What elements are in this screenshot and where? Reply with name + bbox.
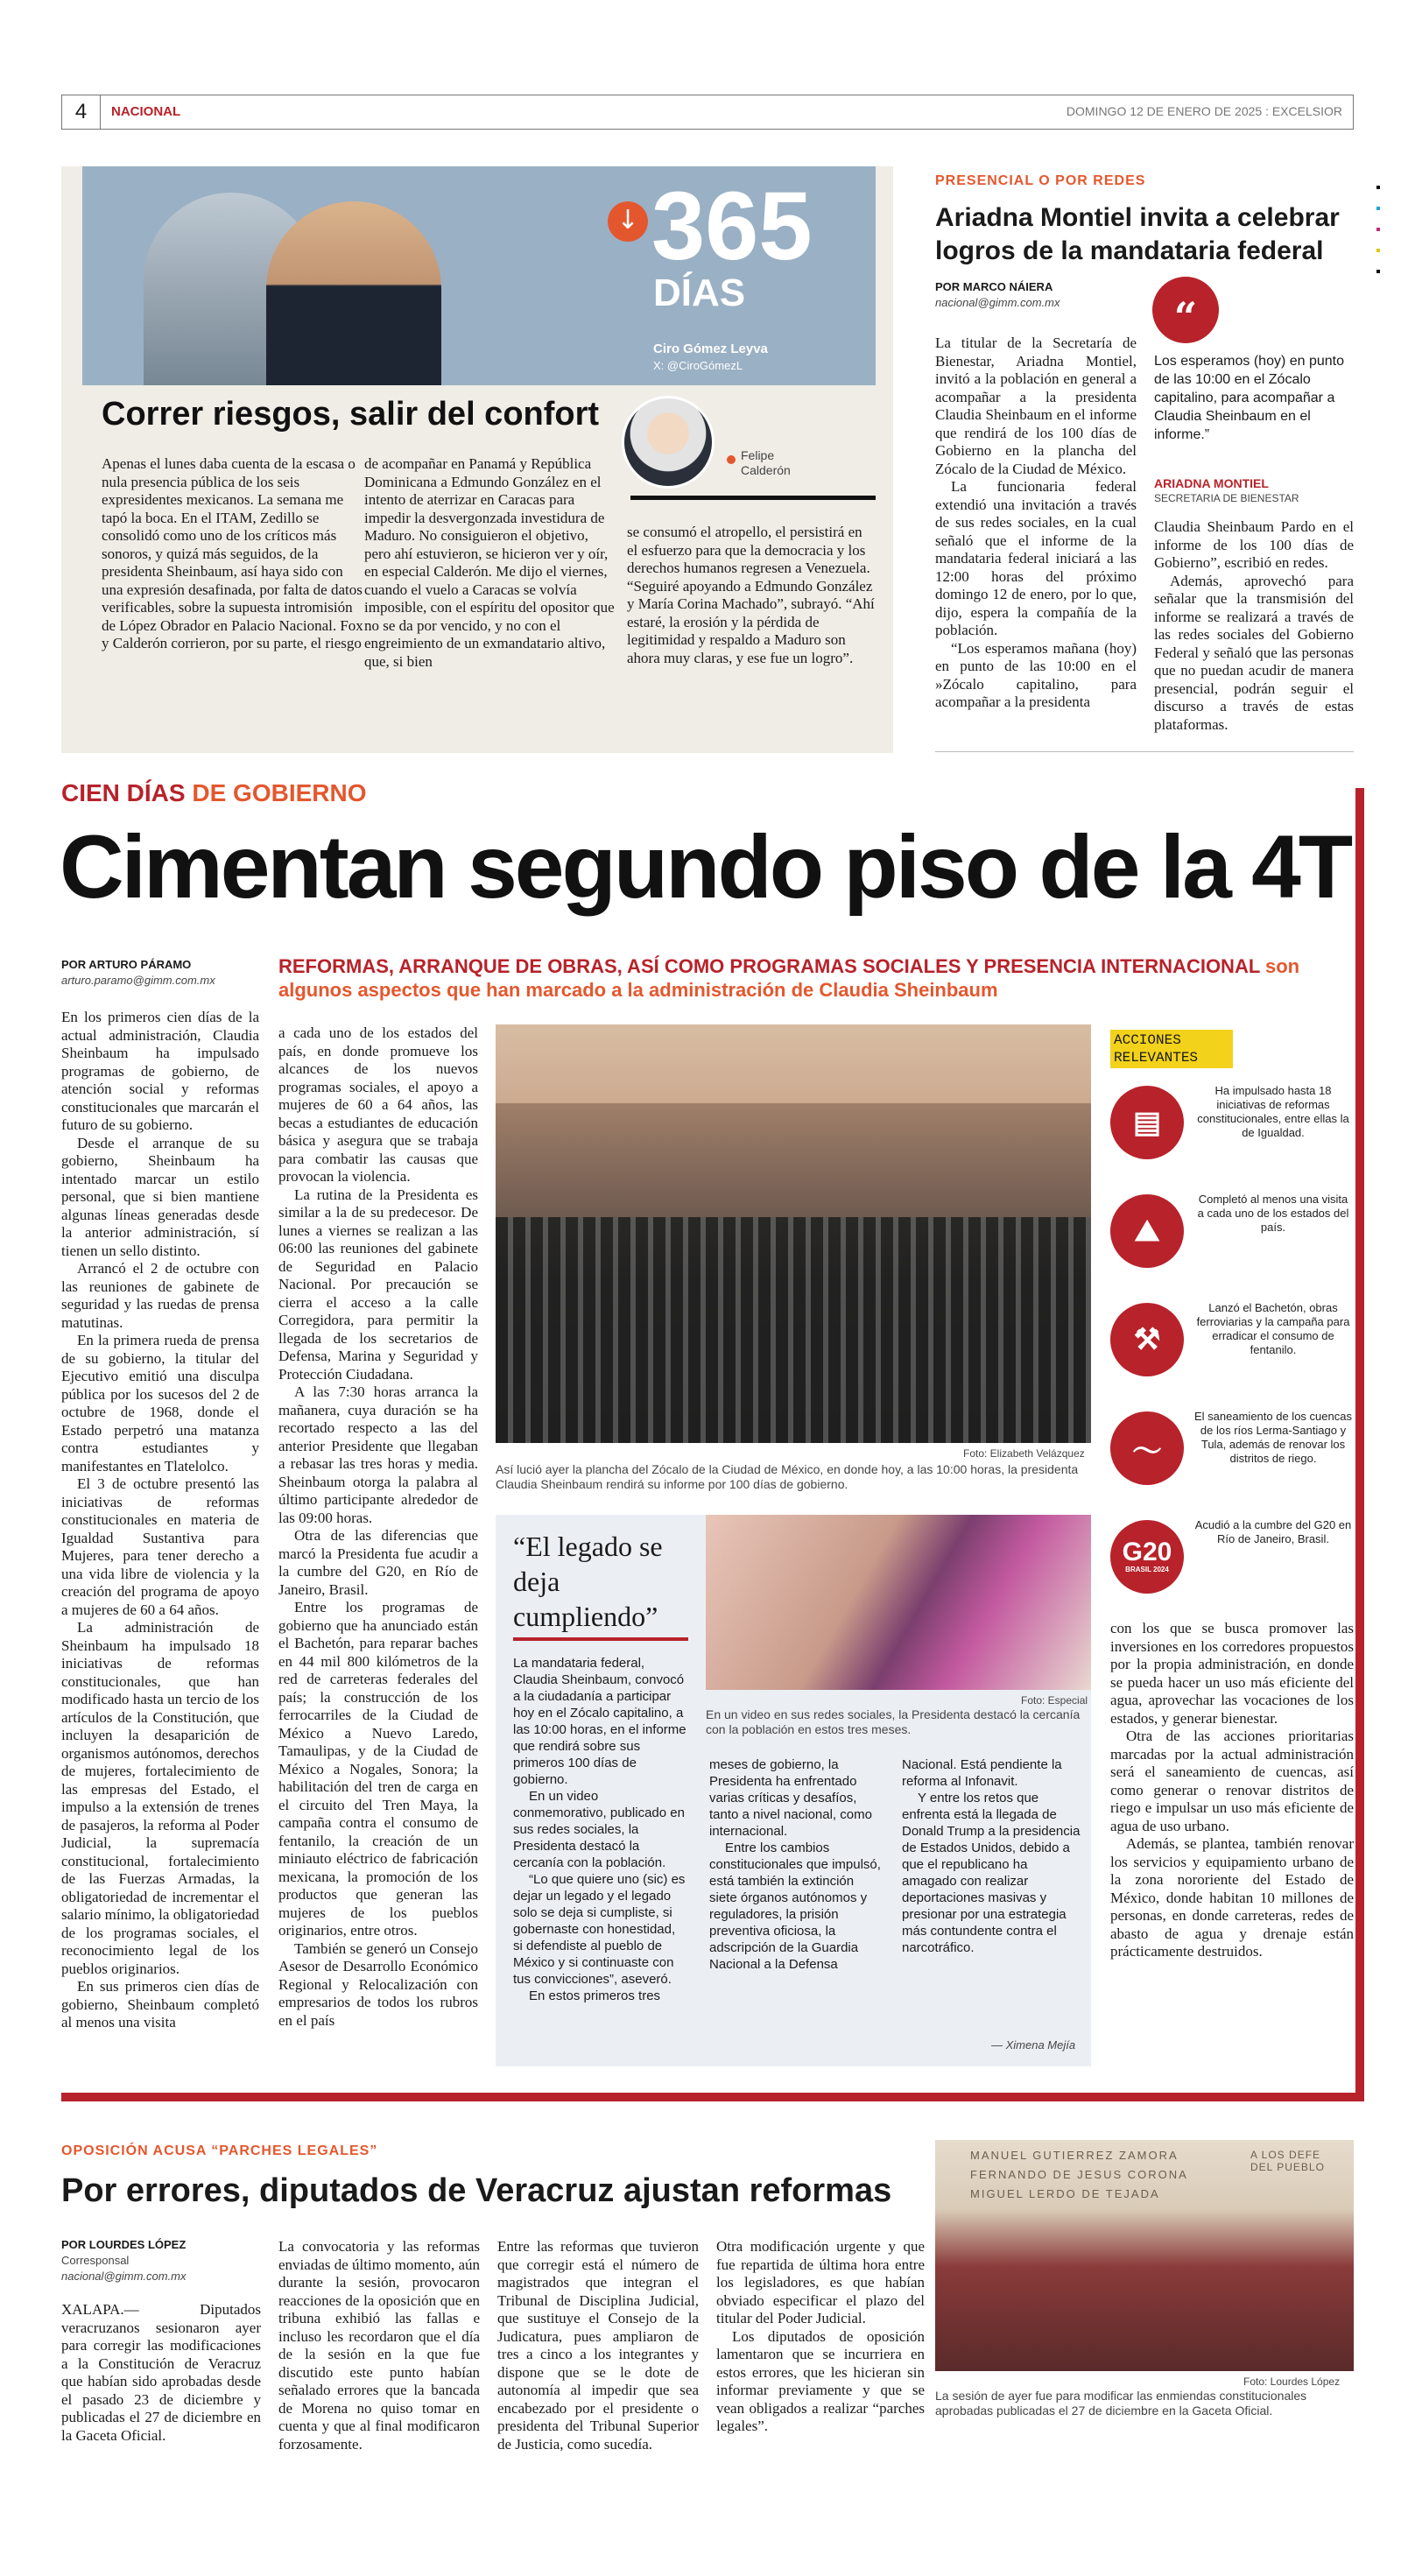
wall-inscription-3: MIGUEL LERDO DE TEJADA — [970, 2187, 1160, 2200]
photo1-caption: Así lució ayer la plancha del Zócalo de la Ciudad de México, en donde hoy, a las 10:00 horas, la presidenta Claudia Sheinbaum rendirá su informe por 100 días de gobierno. — [496, 1462, 1079, 1491]
montiel-email: nacional@gimm.com.mx — [935, 296, 1060, 309]
column-banner — [82, 166, 876, 385]
quote-icon: “ — [1152, 277, 1219, 343]
paragraph: Entre los cambios constitucionales que impulsó, está también la extinción siete órganos autónomos y reguladores, la prisión preventiva oficiosa, la adscripción de la Guardia Nacional a la Defensa — [709, 1841, 881, 1972]
action-card — [1110, 1296, 1354, 1394]
montiel-paragraph: Además, aprovechó para señalar que la transmisión del informe se realizará a través de las redes sociales del Gobierno Federal y señaló que las personas que no puedan acudir de manera presencial, podrán seguir el discurso a través de estas plataformas. — [1154, 572, 1354, 733]
paragraph: En sus primeros cien días de gobierno, Sheinbaum completó al menos una visita — [61, 1978, 259, 2031]
sheinbaum-photo — [706, 1515, 1091, 1690]
montiel-story — [935, 166, 1354, 753]
header-date: DOMINGO 12 DE ENERO DE 2025 : EXCELSIOR — [1066, 104, 1342, 118]
chairs-area — [496, 1217, 1091, 1443]
congress-credit: Foto: Lourdes López — [1243, 2375, 1341, 2388]
congress-caption: La sesión de ayer fue para modificar las enmiendas constitucionales aprobadas publicadas el 27 de diciembre en la Gaceta Oficial. — [935, 2389, 1307, 2418]
veracruz-kicker: OPOSICIÓN ACUSA “PARCHES LEGALES” — [61, 2143, 378, 2158]
kicker-a: CIEN DÍAS — [61, 779, 186, 806]
section-name: NACIONAL — [111, 104, 181, 119]
orange-dot-icon — [727, 455, 736, 464]
box-signature: — Ximena Mejía — [991, 2038, 1076, 2052]
mexico-map-icon: ⛰ — [1110, 1194, 1184, 1268]
zocalo-photo — [496, 1024, 1091, 1443]
g20-badge: G20 — [1122, 1538, 1172, 1566]
paragraph: La mandataria federal, Claudia Sheinbaum, convocó a la ciudadanía a participar hoy en el Zócalo capitalino, a las 10:00 horas, en el informe que rendirá sobre sus primeros 100 días de gobierno. — [513, 1656, 686, 1787]
river-icon: 〜 — [1110, 1411, 1184, 1485]
calderon-photo — [622, 396, 715, 489]
main-column-2 — [278, 1024, 478, 2030]
montiel-bottom-rule — [935, 751, 1354, 752]
veracruz-column-1: XALAPA.— Diputados veracruzanos sesionaron ayer para corregir las modificaciones a la Constitución de Veracruz que habían sido aprobadas desde el pasado 23 de diciembre y publicadas el 27 de diciembre en la Gaceta Oficial. — [61, 2301, 261, 2444]
paragraph: con los que se busca promover las inversiones en los corredores propuestos por la propia administración, en donde se pueda hacer un uso más eficiente del agua, aprovechar las vocaciones de los estados, y generar bienestar. — [1110, 1620, 1354, 1727]
column-title: Correr riesgos, salir del confort — [102, 396, 600, 433]
montiel-paragraph: Claudia Sheinbaum Pardo en el informe de los 100 días de Gobierno”, escribió en redes. — [1154, 518, 1354, 571]
action-card — [1110, 1404, 1354, 1503]
paragraph: meses de gobierno, la Presidenta ha enfrentado varias críticas y desafíos, tanto a nivel nacional, como internacional. — [709, 1757, 872, 1839]
main-byline: POR ARTURO PÁRAMO — [61, 958, 192, 971]
column-unit: DÍAS — [653, 271, 746, 314]
column-author: Ciro Gómez Leyva — [653, 341, 768, 356]
action-text: Ha impulsado hasta 18 iniciativas de reformas constitucionales, entre ellas la de Igualdad. — [1197, 1084, 1349, 1139]
column-text-2: de acompañar en Panamá y República Dominicana a Edmundo González en el intento de aterrizar en Caracas para impedir la desvergonzada investidura de Maduro. No consiguieron el objetivo, pero ahí estuvieron, se hicieron ver y oír, en especial Calderón. Me dijo el viernes, cuando el vuelo a Caracas se volvía imposible, con el espíritu del opositor que no se da por vencido, y no con el engreimiento de un exmandatario altivo, que, si bien — [364, 455, 615, 670]
box-column-2 — [709, 1756, 884, 1973]
photo2-caption: En un video en sus redes sociales, la Presidenta destacó la cercanía con la población en estos tres meses. — [706, 1707, 1081, 1736]
photo1-credit: Foto: Elizabeth Velázquez — [963, 1447, 1085, 1460]
montiel-paragraph: La titular de la Secretaría de Bienestar, Ariadna Montiel, invitó a la población en general a acompañar a la presidenta Claudia Sheinbaum en el informe que rendirá de los 100 días de Gobierno en la plancha del Zócalo de la Ciudad de México. — [935, 334, 1137, 477]
column-rule — [630, 496, 876, 500]
box-title-rule — [513, 1637, 688, 1641]
montiel-kicker: PRESENCIAL O POR REDES — [935, 173, 1146, 188]
author-photo — [266, 201, 441, 385]
action-card — [1110, 1513, 1354, 1611]
paragraph: En la primera rueda de prensa de su gobierno, la titular del Ejecutivo emitió una disculpa pública por los sucesos del 2 de octubre de 1968, donde el Estado perpetró una matanza contra estudiantes y manifestantes en Tlatelolco. — [61, 1332, 259, 1475]
page-header — [61, 95, 1354, 130]
veracruz-column-3: Entre las reformas que tuvieron que corregir está el número de magistrados que integran el Tribunal de Disciplina Judicial, que sustituye el Consejo de la Judicatura, pues ampliaron de tres a cinco a los integrantes y dispone que se le dote de autonomía al impedir que sea encabezado por el presidente o presidenta del Tribunal Superior de Justicia, como sucedía. — [497, 2238, 699, 2453]
montiel-paragraph: “Los esperamos mañana (hoy) en punto de las 10:00 en el »Zócalo capitalino, para acompañar a la presidenta — [935, 639, 1137, 710]
montiel-paragraph: La funcionaria federal extendió una invitación a través de sus redes sociales, en la cual señaló que el informe de la mandataria federal iniciará a las 12:00 horas del próximo domingo 12 de enero, por lo que, dijo, espera la compañía de la población. — [935, 478, 1137, 638]
wall-inscription-1: MANUEL GUTIERREZ ZAMORA — [970, 2149, 1179, 2162]
veracruz-column-4 — [716, 2238, 925, 2436]
kicker-b: DE GOBIERNO — [192, 779, 367, 806]
paragraph: Entre los programas de gobierno que ha anunciado están el Bachetón, para reparar baches en 44 mil 800 kilómetros de la red de carreteras federales del país; la construcción de los ferrocarriles de la Ciudad de México a Nuevo Laredo, Tamaulipas, y de la Ciudad de México a Nogales, Sonora; la habilitación del tren de carga en el circuito del Tren Maya, la campaña contra el consumo de fentanilo, la creación de un miniauto eléctrico de fabricación mexicana, la promoción de los productos que generan las mujeres de los pueblos originarios, entre otros. — [278, 1599, 478, 1939]
opinion-column — [61, 166, 893, 753]
main-kicker — [61, 779, 367, 807]
deck-rest: son algunos aspectos que han marcado a la administración de Claudia Sheinbaum — [278, 955, 1300, 1001]
paragraph: La administración de Sheinbaum ha impulsado 18 iniciativas de reformas constitucionales, que han modificado hasta un tercio de los artículos de la Constitución, que incluyen la desaparición de organismos autónomos, derechos de mujeres, fortalecimiento de las empresas del Estado, el impulso a la extensión de trenes de pasajeros, la reforma al Poder Judicial, la supremacía constitucional, fortalecimiento de las Fuerzas Armadas, la obligatoriedad de incrementar el salario mínimo, la obligatoriedad de los programas sociales, el reconocimiento legal de los pueblos originarios. — [61, 1619, 259, 1977]
action-text: Completó al menos una visita a cada uno de los estados del país. — [1197, 1193, 1349, 1234]
main-column-4 — [1110, 1620, 1354, 1961]
action-text: El saneamiento de los cuencas de los ríos Lerma-Santiago y Tula, además de renovar los distritos de riego. — [1194, 1410, 1352, 1465]
paragraph: a cada uno de los estados del país, en donde promueve los alcances de los nuevos programas sociales, el apoyo a mujeres de 60 a 64 años, las becas a estudiantes de educación básica y asegura que se trabaja para combatir las causas que provocan la violencia. — [278, 1024, 478, 1185]
box-column-1 — [513, 1655, 688, 2004]
deck-bold: REFORMAS, ARRANQUE DE OBRAS, ASÍ COMO PROGRAMAS SOCIALES Y PRESENCIA INTERNACIONAL — [278, 955, 1260, 977]
box-title: “El legado se deja cumpliendo” — [513, 1531, 663, 1632]
paragraph: Otra de las acciones prioritarias marcadas por la actual administración será el saneamiento de cuencas, así como generar o renovar distritos de riego e impulsar un uso más eficiente de agua de uso urbano. — [1110, 1728, 1354, 1834]
main-deck — [278, 954, 1355, 1002]
quote-role: SECRETARIA DE BIENESTAR — [1154, 492, 1299, 504]
photo-caption: Felipe Calderón — [741, 448, 791, 477]
paragraph: A las 7:30 horas arranca la mañanera, cuya duración se ha recortado respecto a las del anterior Presidente que llegaban a rebasar las tres horas y media. Sheinbaum otorga la palabra al último participante alrededor de las 09:00 horas. — [278, 1383, 478, 1526]
paragraph: También se generó un Consejo Asesor de Desarrollo Económico Regional y Relocalización con empresarios de todos los rubros en el país — [278, 1939, 478, 2029]
worker-icon: ⚒ — [1110, 1303, 1184, 1376]
paragraph: Y entre los retos que enfrenta está la llegada de Donald Trump a la presidencia de Estados Unidos, debido a que el republicano ha amagado con realizar deportaciones masivas y presionar por una estrategia más contundente contra el narcotráfico. — [902, 1791, 1081, 1955]
paragraph: El 3 de octubre presentó las iniciativas de reformas constitucionales en materia de Igualdad Sustantiva para Mujeres, para tener derecho a una vida libre de violencia y la creación del programa de apoyo a mujeres de 60 a 64 años. — [61, 1475, 259, 1618]
paragraph: Desde el arranque de su gobierno, Sheinbaum ha intentado marcar un estilo personal, que si bien mantiene algunas líneas generadas desde la anterior administración, sí tienen un sello distinto. — [61, 1134, 259, 1259]
column-text-3: se consumó el atropello, el persistirá en el esfuerzo para que la democracia y los derechos humanos regresen a Venezuela. “Seguiré apoyando a Edmundo González y María Corina Machado”, subrayó. “Ahí estaré, la erosión y la pérdida de legitimidad y respaldo a Maduro son ahora muy claras, y ese fue un logro”. — [627, 524, 875, 666]
veracruz-column-2: La convocatoria y las reformas enviadas de último momento, aún durante la sesión, provocaron reacciones de la oposición que en tribuna exhibió las fallas e incluso les recordaron que el día de la sesión en la que fue discutido este punto habían señalado errores que la bancada de Morena no quiso tomar en cuenta y que al final modificaron forzosamente. — [278, 2238, 480, 2453]
paragraph: Arrancó el 2 de octubre con las reuniones de gabinete de seguridad y las ruedas de prensa matutinas. — [61, 1260, 259, 1331]
paragraph: Otra de las diferencias que marcó la Presidenta fue acudir a la cumbre del G20, en Río de Janeiro, Brasil. — [278, 1527, 478, 1598]
quote-name: ARIADNA MONTIEL — [1154, 476, 1269, 490]
veracruz-title: Por errores, diputados de Veracruz ajustan reformas — [61, 2172, 892, 2209]
box-column-3 — [902, 1756, 1082, 1956]
paragraph: Nacional. Está pendiente la reforma al Infonavit. — [902, 1757, 1062, 1789]
veracruz-email: nacional@gimm.com.mx — [61, 2270, 187, 2283]
paragraph: En un video conmemorativo, publicado en sus redes sociales, la Presidenta destacó la cercanía con la población. — [513, 1789, 685, 1870]
veracruz-role: Corresponsal — [61, 2254, 130, 2267]
main-headline: Cimentan segundo piso de la 4T — [60, 817, 1351, 917]
action-card — [1110, 1079, 1354, 1177]
montiel-text-1 — [935, 334, 1137, 712]
action-card — [1110, 1187, 1354, 1285]
veracruz-byline: POR LOURDES LÓPEZ — [61, 2238, 187, 2251]
action-text: Lanzó el Bachetón, obras ferroviarias y la campaña para erradicar el consumo de fentanilo. — [1196, 1301, 1350, 1356]
paragraph: En estos primeros tres — [529, 1988, 661, 2003]
montiel-byline: POR MARCO NÁIERA — [935, 280, 1053, 293]
wall-inscription-4: A LOS DEFE DEL PUEBLO — [1250, 2149, 1325, 2173]
wall-inscription-2: FERNANDO DE JESUS CORONA — [970, 2168, 1188, 2181]
actions-title: ACCIONES RELEVANTES — [1110, 1030, 1233, 1068]
action-text: Acudió a la cumbre del G20 en Río de Janeiro, Brasil. — [1194, 1518, 1352, 1545]
veracruz-paragraph: Los diputados de oposición lamentaron que se incurriera en estos errores, que les hicieran sin informar previamente y que se vean obligados a realizar “parches legales”. — [716, 2327, 925, 2434]
montiel-text-2 — [1154, 518, 1354, 734]
arrow-down-icon: ↓ — [608, 201, 648, 242]
photo2-credit: Foto: Especial — [1021, 1694, 1088, 1707]
main-story-frame-right — [1355, 788, 1364, 2101]
legado-box — [496, 1515, 1091, 2066]
paragraph: La rutina de la Presidenta es similar a la de su predecesor. De lunes a viernes se realizan a las 06:00 las reuniones del gabinete de Seguridad en Palacio Nacional. Por precaución se cierra el acceso a la calle Corregidora, para permitir la llegada de los secretarios de Defensa, Marina y Seguridad y Protección Ciudadana. — [278, 1186, 478, 1383]
color-marks — [1376, 186, 1382, 343]
montiel-title: Ariadna Montiel invita a celebrar logros de la mandataria federal — [935, 203, 1340, 265]
document-icon: ▤ — [1110, 1086, 1184, 1159]
congress-photo — [935, 2140, 1354, 2371]
column-text-1: Apenas el lunes daba cuenta de la escasa o nula presencia pública de los seis expresidentes mexicanos. La semana me tapó la boca. En el ITAM, Zedillo se consolidó como uno de los críticos más sonoros, y quizá más seguidos, de la presidenta Sheinbaum, así haya sido con una expresión desafinada, por falta de datos verificables, sobre la supuesta intromisión de López Obrador en Palacio Nacional. Fox y Calderón corrieron, por su parte, el riesgo — [102, 455, 363, 651]
montiel-quote: Los esperamos (hoy) en punto de las 10:00 en el Zócalo capitalino, para acompañar a Claudia Sheinbaum en el informe.” — [1154, 354, 1345, 442]
g20-icon — [1110, 1520, 1184, 1594]
paragraph: “Lo que quiere uno (sic) es dejar un legado y el legado solo se deja si cumpliste, si gobernaste con honestidad, si defendiste al pueblo de México y si continuaste con tus convicciones”, aseveró. — [513, 1872, 686, 1987]
cathedral-silhouette — [496, 1103, 1091, 1217]
column-handle: X: @CiroGómezL — [653, 359, 743, 372]
main-story-frame-bottom — [61, 2093, 1364, 2101]
g20-badge-sub: BRASIL 2024 — [1125, 1566, 1169, 1573]
paragraph: En los primeros cien días de la actual administración, Claudia Sheinbaum ha impulsado programas de gobierno, de atención social y reformas constitucionales que marcarán el futuro de su gobierno. — [61, 1009, 259, 1133]
main-column-1 — [61, 1009, 259, 2032]
main-email: arturo.paramo@gimm.com.mx — [61, 974, 215, 987]
page-number: 4 — [62, 95, 101, 129]
column-number: 365 — [651, 172, 813, 280]
veracruz-paragraph: Otra modificación urgente y que fue repartida de última hora entre los legisladores, es que habían obviado especificar el plazo del titular del Poder Judicial. — [716, 2238, 925, 2326]
paragraph: Además, se plantea, también renovar los servicios y equipamiento urbano de la zona nororiente del Estado de México, donde habitan 10 millones de personas, en donde carreteras, redes de abasto de agua y drenaje están prácticamente destruidos. — [1110, 1835, 1354, 1960]
